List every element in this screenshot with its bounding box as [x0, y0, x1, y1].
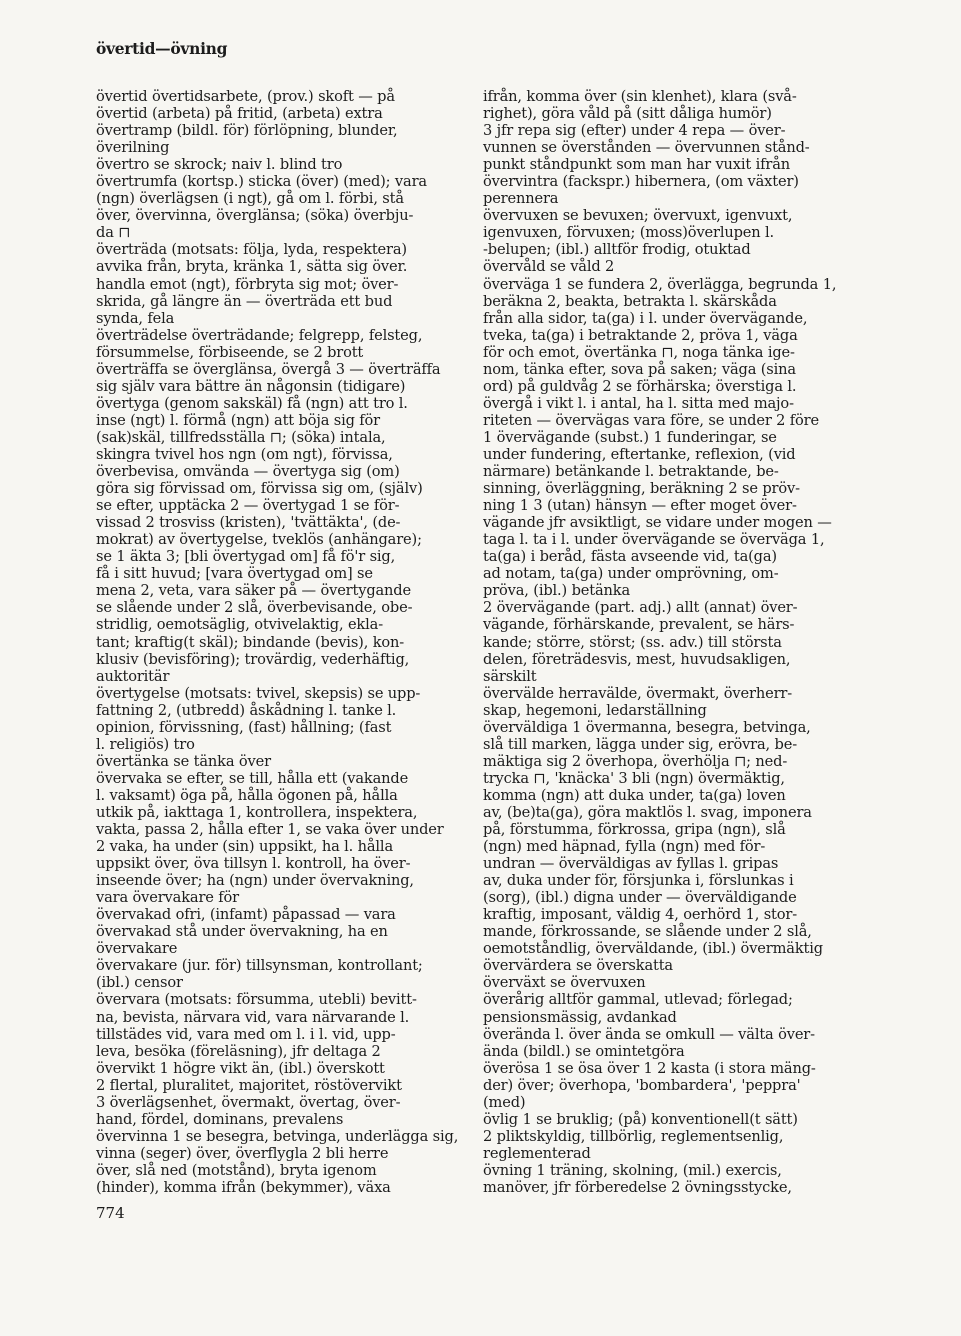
dictionary-line: sig själv vara bättre än någonsin (tidigare): [96, 377, 406, 395]
dictionary-line: leva, besöka (föreläsning), jfr deltaga 2: [96, 1042, 381, 1060]
dictionary-line: sinning, överläggning, beräkning 2 se pröv-: [483, 480, 800, 498]
dictionary-line: opinion, förvissning, (fast) hållning; (fast: [96, 718, 392, 736]
dictionary-line: nom, tänka efter, sova på saken; väga (sina: [483, 360, 796, 378]
dictionary-line: överårig alltför gammal, utlevad; förlegad;: [483, 991, 793, 1009]
dictionary-line: handla emot (ngt), förbryta sig mot; över-: [96, 275, 399, 293]
dictionary-line: da ⊓: [96, 224, 131, 242]
dictionary-line: 2 flertal, pluralitet, majoritet, röstövervikt: [96, 1076, 402, 1094]
dictionary-line: övertramp (bildl. för) förlöpning, blunder,: [96, 122, 398, 140]
dictionary-line: ända (bildl.) se omintetgöra: [483, 1042, 685, 1060]
dictionary-line: (ibl.) censor: [96, 974, 183, 992]
dictionary-line: av, duka under för, försjunka i, förslunkas i: [483, 872, 794, 890]
dictionary-line: auktoritär: [96, 667, 170, 685]
dictionary-line: punkt ståndpunkt som man har vuxit ifrån: [483, 156, 791, 174]
dictionary-line: delen, företrädesvis, mest, huvudsakligen,: [483, 650, 791, 668]
dictionary-line: tant; kraftig(t skäl); bindande (bevis), kon-: [96, 633, 405, 651]
dictionary-line: 2 övervägande (part. adj.) allt (annat) över-: [483, 599, 798, 617]
dictionary-line: överösa 1 se ösa över 1 2 kasta (i stora mäng-: [483, 1059, 816, 1077]
dictionary-line: övertrumfa (kortsp.) sticka (över) (med); vara: [96, 173, 427, 191]
dictionary-line: stridlig, oemotsäglig, otvivelaktig, ekla-: [96, 616, 383, 634]
dictionary-line: göra sig förvissad om, förvissa sig om, (själv): [96, 480, 423, 498]
dictionary-line: perennera: [483, 190, 559, 208]
dictionary-line: övervintra (fackspr.) hibernera, (om växter): [483, 173, 799, 191]
dictionary-line: (hinder), komma ifrån (bekymmer), växa: [96, 1179, 391, 1196]
dictionary-line: övertro se skrock; naiv l. blind tro: [96, 156, 343, 174]
dictionary-line: ad notam, ta(ga) under omprövning, om-: [483, 565, 779, 583]
dictionary-line: l. religiös) tro: [96, 735, 195, 753]
dictionary-line: kande; större, störst; (ss. adv.) till största: [483, 633, 782, 651]
dictionary-line: inse (ngt) l. förmå (ngn) att böja sig för: [96, 411, 380, 429]
dictionary-line: från alla sidor, ta(ga) i l. under övervägande,: [483, 309, 808, 327]
dictionary-line: ifrån, komma över (sin klenhet), klara (svå-: [483, 88, 797, 105]
dictionary-line: övervuxen se bevuxen; övervuxt, igenvuxt,: [483, 207, 793, 225]
dictionary-line: övervara (motsats: försumma, utebli) bevitt-: [96, 991, 417, 1009]
dictionary-line: övlig 1 se bruklig; (på) konventionell(t sätt): [483, 1110, 798, 1128]
dictionary-line: övervinna 1 se besegra, betvinga, underlägga sig,: [96, 1127, 459, 1145]
dictionary-line: 3 överlägsenhet, övermakt, övertag, över-: [96, 1093, 401, 1111]
dictionary-line: överträdelse överträdande; felgrepp, felsteg,: [96, 326, 423, 344]
dictionary-line: mäktiga sig 2 överhopa, överhölja ⊓; ned-: [483, 752, 788, 770]
dictionary-line: vakta, passa 2, hålla efter 1, se vaka över under: [96, 821, 444, 839]
dictionary-line: oemotståndlig, överväldande, (ibl.) övermäktig: [483, 940, 823, 958]
dictionary-line: över, slå ned (motstånd), bryta igenom: [96, 1161, 377, 1179]
dictionary-line: hand, fördel, dominans, prevalens: [96, 1110, 344, 1128]
dictionary-line: överträda (motsats: följa, lyda, respektera): [96, 241, 407, 259]
dictionary-line: övertid övertidsarbete, (prov.) skoft — på: [96, 88, 395, 105]
dictionary-line: na, bevista, närvara vid, vara närvarande l.: [96, 1008, 410, 1026]
dictionary-line: vunnen se överstånden — övervunnen stånd-: [483, 139, 810, 157]
dictionary-line: utkik på, iakttaga 1, kontrollera, inspektera,: [96, 803, 418, 821]
dictionary-line: se slående under 2 slå, överbevisande, obe-: [96, 599, 413, 617]
right-column: [483, 88, 851, 1196]
running-head: övertid—övning: [96, 39, 228, 58]
dictionary-line: undran — överväldigas av fyllas l. gripas: [483, 855, 779, 873]
dictionary-line: övervakare: [96, 940, 178, 958]
dictionary-line: närmare) betänkande l. betraktande, be-: [483, 463, 779, 481]
dictionary-line: uppsikt över, öva tillsyn l. kontroll, ha över-: [96, 855, 411, 873]
dictionary-line: överväga 1 se fundera 2, överlägga, begrunda 1,: [483, 275, 837, 293]
dictionary-line: (ngn) med häpnad, fylla (ngn) med för-: [483, 838, 766, 856]
dictionary-line: skingra tvivel hos ngn (om ngt), förvissa,: [96, 445, 393, 463]
dictionary-line: av, (be)ta(ga), göra maktlös l. svag, imponera: [483, 803, 812, 821]
dictionary-line: 2 pliktskyldig, tillbörlig, reglementsenlig,: [483, 1127, 784, 1145]
dictionary-line: övervåld se våld 2: [483, 258, 615, 276]
dictionary-line: få i sitt huvud; [vara övertygad om] se: [96, 565, 373, 583]
dictionary-line: taga l. ta i l. under övervägande se överväga 1,: [483, 531, 825, 549]
dictionary-line: vinna (seger) över, överflygla 2 bli herre: [96, 1144, 389, 1162]
dictionary-line: 1 övervägande (subst.) 1 funderingar, se: [483, 428, 777, 446]
dictionary-line: ta(ga) i beråd, fästa avseende vid, ta(ga): [483, 548, 777, 566]
dictionary-line: igenvuxen, förvuxen; (moss)överlupen l.: [483, 224, 775, 242]
dictionary-line: övervälde herravälde, övermakt, överherr-: [483, 684, 793, 702]
dictionary-line: övervaka se efter, se till, hålla ett (vakande: [96, 769, 409, 787]
dictionary-line: inseende över; ha (ngn) under övervakning,: [96, 872, 414, 890]
dictionary-line: tveka, ta(ga) i betraktande 2, pröva 1, väga: [483, 326, 798, 344]
dictionary-line: för och emot, övertänka ⊓, noga tänka ige-: [483, 343, 795, 361]
dictionary-line: riteten — övervägas vara före, se under 2 före: [483, 411, 819, 429]
dictionary-line: (ngn) överlägsen (i ngt), gå om l. förbi, stå: [96, 190, 404, 208]
dictionary-line: vägande, förhärskande, prevalent, se härs-: [483, 616, 795, 634]
dictionary-line: särskilt: [483, 667, 537, 685]
dictionary-line: (med): [483, 1093, 526, 1111]
dictionary-line: övervakare (jur. för) tillsynsman, kontrollant;: [96, 957, 423, 975]
dictionary-line: övervärdera se överskatta: [483, 957, 673, 975]
dictionary-line: vissad 2 trosviss (kristen), 'tvättäkta', (de-: [96, 514, 401, 532]
dictionary-line: l. vaksamt) öga på, hålla ögonen på, hålla: [96, 786, 398, 804]
dictionary-line: kraftig, imposant, väldig 4, oerhörd 1, stor-: [483, 906, 798, 924]
dictionary-line: se 1 äkta 3; [bli övertygad om] få fö'r sig,: [96, 548, 396, 566]
dictionary-line: mena 2, veta, vara säker på — övertygande: [96, 582, 411, 600]
dictionary-line: överbevisa, omvända — övertyga sig (om): [96, 463, 400, 481]
dictionary-line: försummelse, förbiseende, se 2 brott: [96, 343, 364, 361]
dictionary-line: vara övervakare för: [96, 889, 239, 907]
dictionary-line: på, förstumma, förkrossa, gripa (ngn), slå: [483, 821, 786, 839]
dictionary-line: klusiv (bevisföring); trovärdig, vederhäftig,: [96, 650, 410, 668]
dictionary-line: tillstädes vid, vara med om l. i l. vid, upp-: [96, 1025, 396, 1043]
dictionary-line: övervakad stå under övervakning, ha en: [96, 923, 388, 941]
dictionary-line: ord) på guldvåg 2 se förhärska; överstiga l.: [483, 377, 797, 395]
dictionary-line: skap, hegemoni, ledarställning: [483, 701, 707, 719]
dictionary-line: avvika från, bryta, kränka 1, sätta sig över.: [96, 258, 408, 276]
dictionary-line: mande, förkrossande, se slående under 2 slå,: [483, 923, 812, 941]
dictionary-line: överträffa se överglänsa, övergå 3 — överträffa: [96, 360, 441, 378]
dictionary-line: övertid (arbeta) på fritid, (arbeta) extra: [96, 105, 383, 123]
dictionary-line: komma (ngn) att duka under, ta(ga) loven: [483, 786, 786, 804]
dictionary-line: övning 1 träning, skolning, (mil.) exercis,: [483, 1161, 782, 1179]
dictionary-line: righet), göra våld på (sitt dåliga humör): [483, 105, 772, 123]
dictionary-line: 3 jfr repa sig (efter) under 4 repa — över-: [483, 122, 786, 140]
dictionary-line: (sak)skäl, tillfredsställa ⊓; (söka) intala,: [96, 428, 386, 446]
dictionary-line: manöver, jfr förberedelse 2 övningsstycke,: [483, 1179, 792, 1196]
dictionary-line: överända l. över ända se omkull — välta över-: [483, 1025, 815, 1043]
dictionary-line: överväxt se övervuxen: [483, 974, 646, 992]
dictionary-line: övertänka se tänka över: [96, 752, 271, 770]
dictionary-line: reglementerad: [483, 1144, 591, 1162]
dictionary-line: (sorg), (ibl.) digna under — överväldigande: [483, 889, 797, 907]
dictionary-line: pröva, (ibl.) betänka: [483, 582, 631, 600]
dictionary-line: beräkna 2, beakta, betrakta l. skärskåda: [483, 292, 777, 310]
dictionary-line: övertyga (genom sakskäl) få (ngn) att tro l.: [96, 394, 408, 412]
dictionary-line: övervikt 1 högre vikt än, (ibl.) överskott: [96, 1059, 385, 1077]
dictionary-line: skrida, gå längre än — överträda ett bud: [96, 292, 393, 310]
dictionary-line: 2 vaka, ha under (sin) uppsikt, ha l. hålla: [96, 838, 393, 856]
dictionary-line: trycka ⊓, 'knäcka' 3 bli (ngn) övermäktig,: [483, 769, 785, 787]
dictionary-line: synda, fela: [96, 309, 175, 327]
dictionary-line: fattning 2, (utbredd) åskådning l. tanke l.: [96, 701, 397, 719]
dictionary-line: mokrat) av övertygelse, tveklös (anhängare);: [96, 531, 422, 549]
dictionary-line: ning 1 3 (utan) hänsyn — efter moget över-: [483, 497, 797, 515]
dictionary-line: överväldiga 1 övermanna, besegra, betvinga,: [483, 718, 811, 736]
dictionary-line: under fundering, eftertanke, reflexion, (vid: [483, 445, 796, 463]
dictionary-line: övervakad ofri, (infamt) påpassad — vara: [96, 906, 396, 924]
dictionary-line: se efter, upptäcka 2 — övertygad 1 se för-: [96, 497, 400, 515]
dictionary-line: övergå i vikt l. i antal, ha l. sitta med majo-: [483, 394, 794, 412]
left-column: [96, 88, 464, 1196]
dictionary-line: slå till marken, lägga under sig, erövra, be-: [483, 735, 797, 753]
dictionary-line: -belupen; (ibl.) alltför frodig, otuktad: [483, 241, 751, 259]
dictionary-line: vägande jfr avsiktligt, se vidare under mogen —: [483, 514, 832, 532]
dictionary-line: överilning: [96, 139, 170, 157]
dictionary-line: der) över; överhopa, 'bombardera', 'peppra': [483, 1076, 801, 1094]
page-number: 774: [96, 1204, 125, 1222]
dictionary-line: över, övervinna, överglänsa; (söka) överbju-: [96, 207, 414, 225]
dictionary-line: pensionsmässig, avdankad: [483, 1008, 677, 1026]
dictionary-line: övertygelse (motsats: tvivel, skepsis) se upp-: [96, 684, 421, 702]
